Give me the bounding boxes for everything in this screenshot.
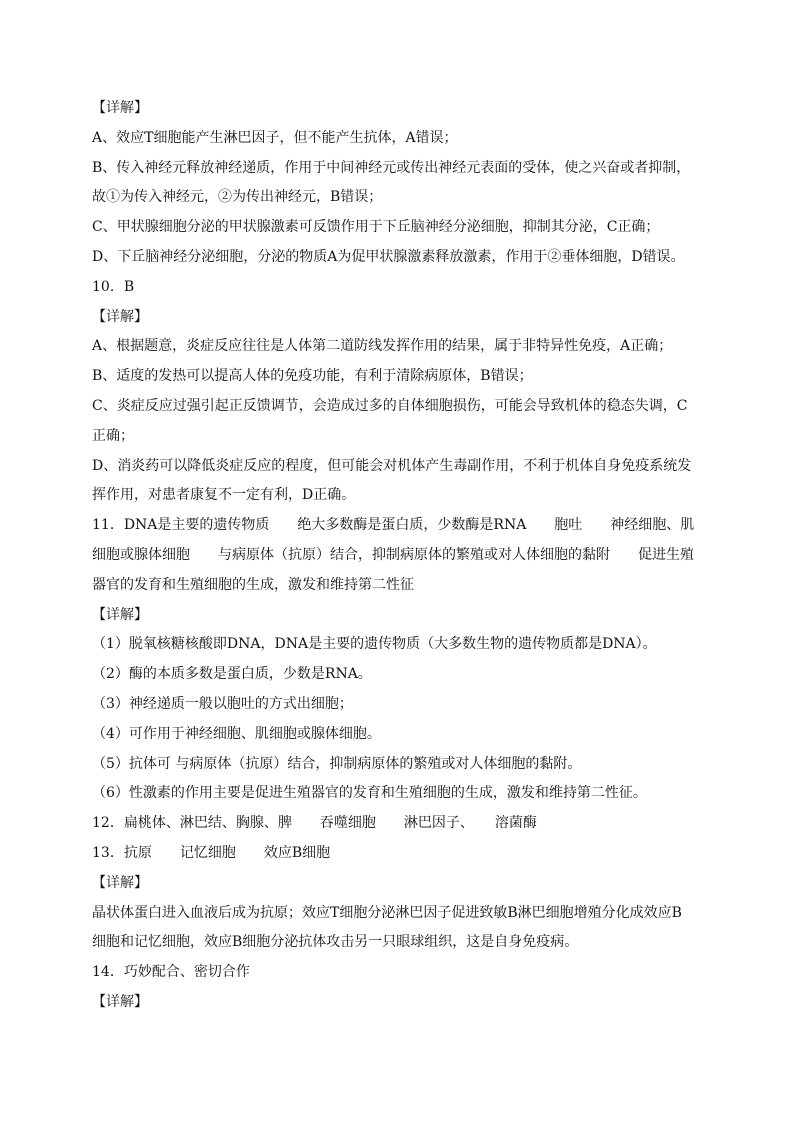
section-heading: 【详解】 [92, 100, 148, 116]
text-line: （6）性激素的作用主要是促进生殖器官的发育和生殖细胞的生成，激发和维持第二性征。 [92, 785, 647, 802]
text-line: A、效应T细胞能产生淋巴因子，但不能产生抗体，A错误； [92, 129, 458, 146]
text-line: （5）抗体可 与病原体（抗原）结合，抑制病原体的繁殖或对人体细胞的黏附。 [92, 755, 582, 772]
text-line: 故①为传入神经元，②为传出神经元，B错误； [92, 189, 383, 206]
text-line: 晶状体蛋白进入血液后成为抗原；效应T细胞分泌淋巴因子促进致敏B淋巴细胞增殖分化成效应B [92, 904, 682, 921]
text-line: A、根据题意，炎症反应往往是人体第二道防线发挥作用的结果，属于非特异性免疫，A正确； [92, 338, 673, 355]
section-heading: 【详解】 [92, 993, 148, 1010]
section-heading: 【详解】 [92, 308, 148, 325]
text-line: C、甲状腺细胞分泌的甲状腺激素可反馈作用于下丘脑神经分泌细胞，抑制其分泌，C正确； [92, 219, 660, 236]
section-heading: 【详解】 [92, 606, 148, 623]
text-line: B、适度的发热可以提高人体的免疫功能，有利于清除病原体，B错误； [92, 368, 533, 385]
text-line: （2）酶的本质多数是蛋白质，少数是RNA。 [92, 666, 372, 683]
text-line: D、消炎药可以降低炎症反应的程度，但可能会对机体产生毒副作用，不利于机体自身免疫系统发 [92, 457, 692, 474]
section-heading: 【详解】 [92, 874, 148, 891]
answer-line: 细胞或腺体细胞 与病原体（抗原）结合，抑制病原体的繁殖或对人体细胞的黏附 促进生殖 [92, 546, 694, 563]
answer-line: 10．B [92, 278, 135, 295]
text-line: D、下丘脑神经分泌细胞，分泌的物质A为促甲状腺激素释放激素，作用于②垂体细胞，D错误。 [92, 248, 685, 265]
document-page [92, 94, 708, 1018]
answer-line: 11．DNA是主要的遗传物质 绝大多数酶是蛋白质，少数酶是RNA 胞吐 神经细胞、肌 [92, 517, 695, 534]
text-line: B、传入神经元释放神经递质，作用于中间神经元或传出神经元表面的受体，使之兴奋或者抑制， [92, 159, 691, 176]
text-line: 细胞和记忆细胞，效应B细胞分泌抗体攻击另一只眼球组织，这是自身免疫病。 [92, 934, 579, 951]
text-line: （1）脱氧核糖核酸即DNA，DNA是主要的遗传物质（大多数生物的遗传物质都是DNA）。 [92, 636, 657, 653]
text-line: 正确； [92, 427, 134, 444]
text-line: （4）可作用于神经细胞、肌细胞或腺体细胞。 [92, 725, 381, 742]
text-line: 挥作用，对患者康复不一定有利，D正确。 [92, 487, 356, 504]
answer-line: 13．抗原 记忆细胞 效应B细胞 [92, 844, 331, 861]
answer-line: 12．扁桃体、淋巴结、胸腺、脾 吞噬细胞 淋巴因子、 溶菌酶 [92, 815, 537, 832]
text-line: （3）神经递质一般以胞吐的方式出细胞； [92, 695, 353, 712]
answer-line: 14．巧妙配合、密切合作 [92, 964, 250, 981]
text-line: C、炎症反应过强引起正反馈调节，会造成过多的自体细胞损伤，可能会导致机体的稳态失调，C [92, 397, 688, 414]
answer-line: 器官的发育和生殖细胞的生成，激发和维持第二性征 [92, 576, 414, 593]
